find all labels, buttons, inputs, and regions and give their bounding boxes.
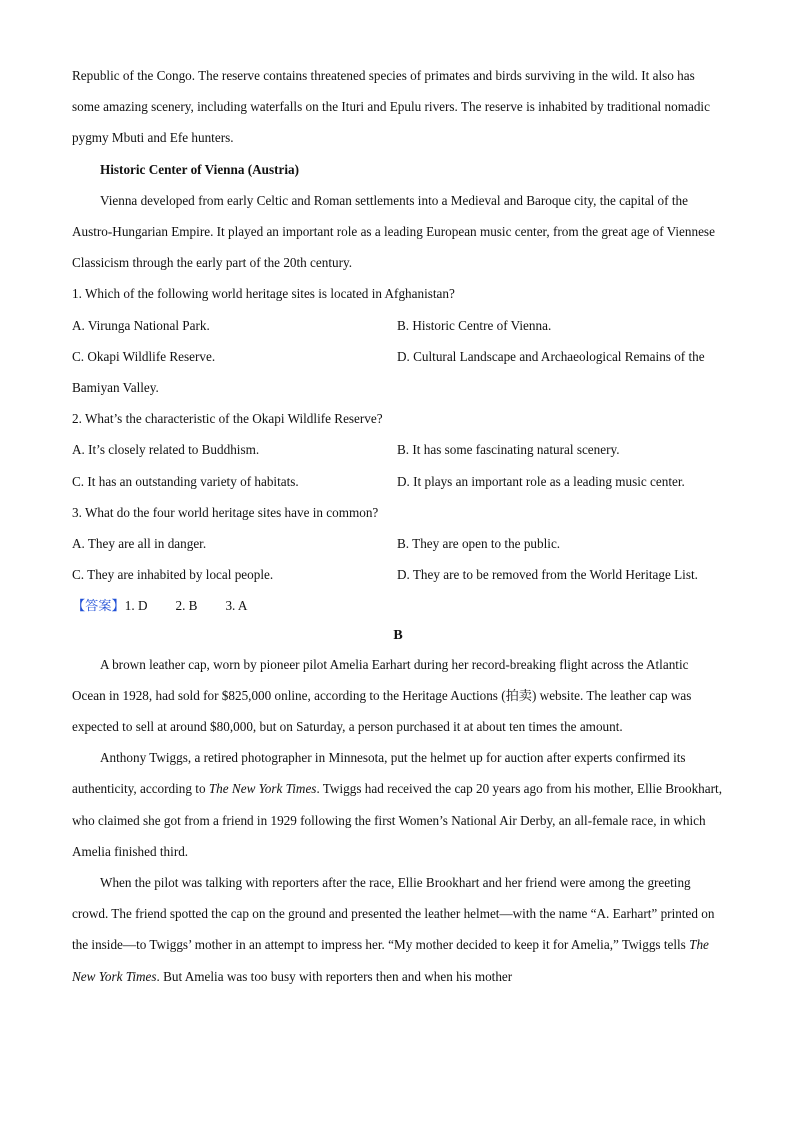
answer-item-2: 2. B (175, 598, 198, 614)
question-2-option-c: C. It has an outstanding variety of habitats. (72, 473, 299, 489)
question-1-options-row-2 (72, 341, 724, 403)
document-page (72, 60, 724, 992)
question-2-options-row-1 (72, 434, 724, 465)
question-1-option-c: C. Okapi Wildlife Reserve. (72, 348, 216, 364)
question-3-stem: 3. What do the four world heritage sites have in common? (72, 504, 379, 520)
question-3-option-c: C. They are inhabited by local people. (72, 567, 274, 583)
question-1-option-b: B. Historic Centre of Vienna. (397, 317, 552, 333)
question-2-option-a: A. It’s closely related to Buddhism. (72, 442, 260, 458)
passage-b-paragraph-2 (72, 742, 724, 867)
question-1-option-a: A. Virunga National Park. (72, 317, 210, 333)
passage-b-paragraph-3-part-1: When the pilot was talking with reporters after the race, Ellie Brookhart and her friend were among the greeting crowd. The friend spotted the cap on the ground and presented the leather helmet—with the name “A. Earhart” printed on the inside—to Twiggs’ mother in an attempt to impress her. “My mother decided to keep it for Amelia,” Twiggs tells (72, 875, 715, 953)
question-3-options-row-1 (72, 528, 724, 559)
newspaper-title: The New York Times (208, 781, 317, 797)
passage-b-paragraph-3 (72, 867, 724, 992)
congo-paragraph: Republic of the Congo. The reserve contains threatened species of primates and birds surviving in the wild. It also has some amazing scenery, including waterfalls on the Ituri and Epulu rivers. The reserve is inhabited by traditional nomadic pygmy Mbuti and Efe hunters. (72, 68, 710, 146)
newspaper-title: The New York Times (72, 937, 709, 984)
section-letter-b: B (393, 627, 403, 643)
question-3-option-b: B. They are open to the public. (397, 536, 561, 552)
passage-b-paragraph-2-part-1: Anthony Twiggs, a retired photographer in Minnesota, put the helmet up for auction after experts confirmed its authenticity, according to (72, 750, 686, 797)
passage-b-paragraph-3-part-2: . But Amelia was too busy with reporters then and when his mother (156, 968, 513, 984)
question-3-option-a: A. They are all in danger. (72, 536, 207, 552)
answer-item-1: 1. D (124, 598, 148, 614)
question-2-options-row-2 (72, 466, 724, 497)
passage-b-paragraph-2-part-2: . Twiggs had received the cap 20 years ago from his mother, Ellie Brookhart, who claimed she got from a friend in 1929 following the first Women’s National Air Derby, an all-female race, in which Amelia finished third. (72, 781, 722, 859)
question-1-option-d: D. Cultural Landscape and Archaeological Remains of the Bamiyan Valley. (72, 348, 705, 396)
vienna-heading: Historic Center of Vienna (Austria) (100, 161, 300, 177)
question-2-option-b: B. It has some fascinating natural scenery. (397, 442, 620, 458)
answer-label: 【答案】 (72, 598, 125, 614)
question-2-option-d: D. It plays an important role as a leading music center. (397, 473, 685, 489)
vienna-paragraph: Vienna developed from early Celtic and Roman settlements into a Medieval and Baroque city, the capital of the Austro-Hungarian Empire. It played an important role as a leading European music center, from the great age of Viennese Classicism through the early part of the 20th century. (72, 192, 715, 271)
question-2-stem: 2. What’s the characteristic of the Okapi Wildlife Reserve? (72, 411, 383, 427)
question-1-options-row-1 (72, 310, 724, 341)
passage-b-paragraph-1: A brown leather cap, worn by pioneer pilot Amelia Earhart during her record-breaking flight across the Atlantic Ocean in 1928, had sold for $825,000 online, according to the Heritage Auctions (拍卖) website. The leather cap was expected to sell at around $80,000, but on Saturday, a person purchased it at about ten times the amount. (72, 656, 692, 735)
question-3-option-d: D. They are to be removed from the World Heritage List. (397, 567, 698, 583)
question-1-stem: 1. Which of the following world heritage sites is located in Afghanistan? (72, 286, 455, 302)
question-3-options-row-2 (72, 559, 724, 590)
answer-item-3: 3. A (225, 598, 248, 614)
answer-key (72, 590, 724, 621)
